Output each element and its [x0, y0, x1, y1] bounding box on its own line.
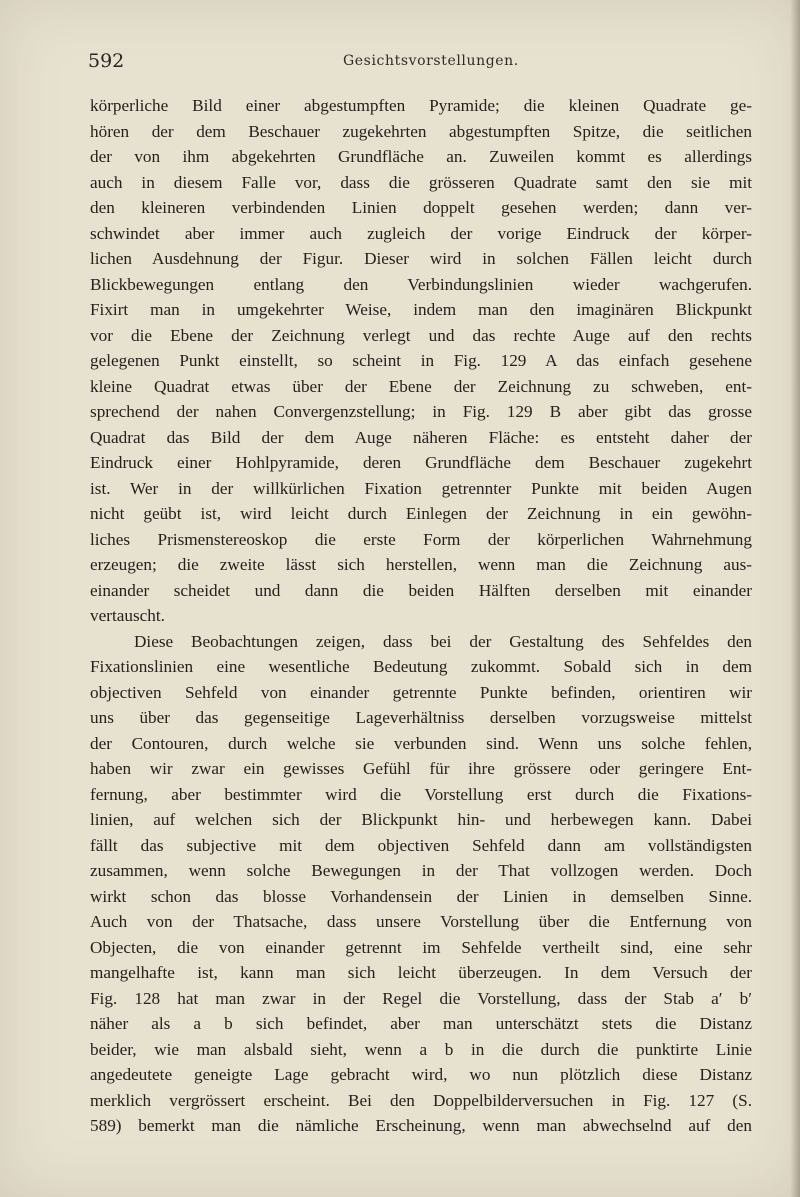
text-line: den kleineren verbindenden Linien doppelt gesehen werden; dann ver-: [90, 198, 752, 217]
page-number: 592: [88, 50, 125, 72]
text-line: 589) bemerkt man die nämliche Erscheinung, wenn man abwechselnd auf den: [90, 1116, 752, 1135]
text-line: Fixirt man in umgekehrter Weise, indem man den imaginären Blickpunkt: [90, 300, 752, 319]
text-line: Fixationslinien eine wesentliche Bedeutung zukommt. Sobald sich in dem: [90, 657, 752, 676]
text-line: kleine Quadrat etwas über der Ebene der Zeichnung zu schweben, ent-: [90, 376, 752, 396]
text-line: fällt das subjective mit dem objectiven Sehfeld dann am vollständigsten: [90, 835, 752, 855]
text-line: vertauscht.: [90, 606, 165, 625]
text-line: Fig. 128 hat man zwar in der Regel die Vorstellung, dass der Stab a′ b′: [90, 988, 752, 1008]
text-line: beider, wie man alsbald sieht, wenn a b in die durch die punktirte Linie: [90, 1039, 752, 1059]
text-line: erzeugen; die zweite lässt sich herstellen, wenn man die Zeichnung aus-: [90, 555, 752, 574]
text-line: objectiven Sehfeld von einander getrennte Punkte befinden, orientiren wir: [90, 682, 752, 702]
text-line: schwindet aber immer auch zugleich der vorige Eindruck der körper-: [90, 223, 752, 243]
text-line: wirkt schon das blosse Vorhandensein der Linien in demselben Sinne.: [90, 886, 752, 906]
text-line: linien, auf welchen sich der Blickpunkt hin- und herbewegen kann. Dabei: [90, 810, 752, 829]
text-line: angedeutete geneigte Lage gebracht wird, wo nun plötzlich diese Distanz: [90, 1065, 752, 1084]
body-text: [90, 93, 752, 1139]
text-line: Objecten, die von einander getrennt im Sehfelde vertheilt sind, eine sehr: [90, 937, 752, 957]
page-header: [88, 50, 752, 76]
text-line: der von ihm abgekehrten Grundfläche an. Zuweilen kommt es allerdings: [90, 147, 752, 166]
text-line: der Contouren, durch welche sie verbunden sind. Wenn uns solche fehlen,: [90, 733, 752, 753]
text-line: mangelhafte ist, kann man sich leicht überzeugen. In dem Versuch der: [90, 963, 752, 982]
text-line: haben wir zwar ein gewisses Gefühl für ihre grössere oder geringere Ent-: [90, 759, 752, 778]
text-line: nicht geübt ist, wird leicht durch Einlegen der Zeichnung in ein gewöhn-: [90, 504, 752, 523]
text-line: zusammen, wenn solche Bewegungen in der That vollzogen werden. Doch: [90, 861, 752, 880]
text-line: lichen Ausdehnung der Figur. Dieser wird in solchen Fällen leicht durch: [90, 249, 752, 268]
text-line: Eindruck einer Hohlpyramide, deren Grundfläche dem Beschauer zugekehrt: [90, 453, 752, 472]
text-line: auch in diesem Falle vor, dass die grösseren Quadrate samt den sie mit: [90, 172, 752, 192]
text-line: gelegenen Punkt einstellt, so scheint in Fig. 129 A das einfach gesehene: [90, 351, 752, 370]
text-line: näher als a b sich befindet, aber man unterschätzt stets die Distanz: [90, 1014, 752, 1033]
paragraph-1: [90, 93, 752, 629]
text-line: Quadrat das Bild der dem Auge näheren Fläche: es entsteht daher der: [90, 427, 752, 447]
paragraph-2: [90, 629, 752, 1139]
text-line: merklich vergrössert erscheint. Bei den Doppelbilderversuchen in Fig. 127 (S.: [90, 1090, 752, 1110]
text-line: hören der dem Beschauer zugekehrten abgestumpften Spitze, die seitlichen: [90, 121, 752, 141]
text-line: vor die Ebene der Zeichnung verlegt und das rechte Auge auf den rechts: [90, 325, 752, 345]
running-title: Gesichtsvorstellungen.: [343, 53, 519, 69]
text-line: Auch von der Thatsache, dass unsere Vorstellung über die Entfernung von: [90, 912, 752, 931]
page-edge-shadow: [790, 0, 800, 1197]
text-line: fernung, aber bestimmter wird die Vorstellung erst durch die Fixations-: [90, 784, 752, 804]
text-line: uns über das gegenseitige Lageverhältniss derselben vorzugsweise mittelst: [90, 708, 752, 727]
text-line: Blickbewegungen entlang den Verbindungslinien wieder wachgerufen.: [90, 274, 752, 294]
text-line: sprechend der nahen Convergenzstellung; in Fig. 129 B aber gibt das grosse: [90, 402, 752, 421]
text-line: körperliche Bild einer abgestumpften Pyramide; die kleinen Quadrate ge-: [90, 96, 752, 115]
text-line: einander scheidet und dann die beiden Hälften derselben mit einander: [90, 580, 752, 600]
text-line: Diese Beobachtungen zeigen, dass bei der Gestaltung des Sehfeldes den: [134, 631, 752, 651]
text-line: ist. Wer in der willkürlichen Fixation getrennter Punkte mit beiden Augen: [90, 478, 752, 498]
text-line: liches Prismenstereoskop die erste Form der körperlichen Wahrnehmung: [90, 529, 752, 549]
